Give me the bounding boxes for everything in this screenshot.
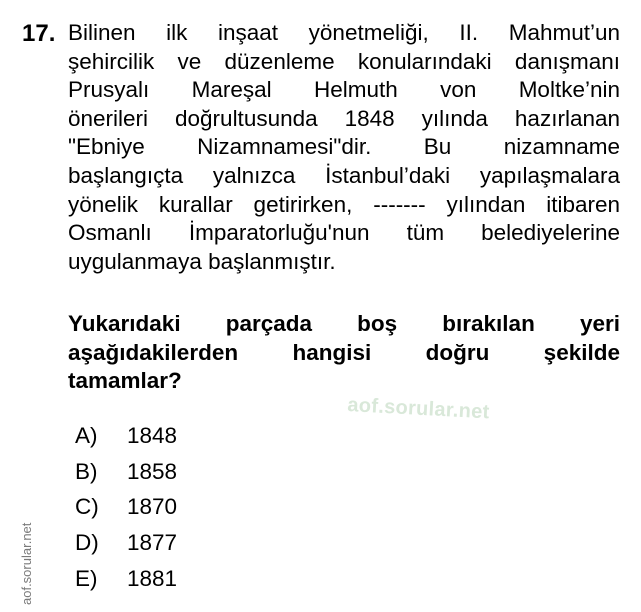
stem-line: uygulanmaya başlanmıştır.	[68, 248, 336, 274]
option-value: 1881	[127, 566, 178, 592]
option-value: 1870	[127, 494, 178, 520]
prompt-line: tamamlar?	[68, 368, 182, 394]
option-letter: B)	[75, 458, 98, 484]
option-letter: A)	[75, 422, 98, 448]
option-letter: C)	[75, 494, 99, 520]
stem-line: önerileri doğrultusunda 1848 yılında hazırlanan	[68, 105, 620, 131]
option-a[interactable]	[75, 418, 177, 454]
option-b[interactable]	[75, 454, 177, 490]
prompt-line: aşağıdakilerden hangisi doğru şekilde	[68, 339, 620, 365]
question-prompt	[68, 310, 620, 396]
option-value: 1877	[127, 530, 178, 556]
stem-line: başlangıçta yalnızca İstanbul’daki yapılaşmalara	[68, 162, 620, 188]
answer-options	[75, 418, 177, 597]
option-value: 1858	[127, 458, 178, 484]
option-c[interactable]	[75, 490, 177, 526]
option-letter: E)	[75, 566, 98, 592]
option-e[interactable]	[75, 561, 177, 597]
prompt-line: Yukarıdaki parçada boş bırakılan yeri	[68, 311, 620, 336]
watermark-text: aof.sorular.net	[346, 394, 491, 424]
stem-line: Osmanlı İmparatorluğu'nun tüm belediyelerine	[68, 220, 620, 246]
side-watermark-text: aof.sorular.net	[19, 522, 34, 605]
option-letter: D)	[75, 530, 99, 556]
question-stem	[68, 19, 620, 276]
question-number: 17.	[22, 20, 56, 47]
stem-line: "Ebniye Nizamnamesi"dir. Bu nizamname	[68, 134, 620, 160]
option-value: 1848	[127, 422, 178, 448]
stem-line: Bilinen ilk inşaat yönetmeliği, II. Mahmut’un	[68, 20, 620, 45]
stem-line: yönelik kurallar getirirken, ------- yılından itibaren	[68, 191, 620, 217]
stem-line: şehircilik ve düzenleme konularındaki danışmanı	[68, 48, 620, 74]
stem-line: Prusyalı Mareşal Helmuth von Moltke’nin	[68, 77, 620, 103]
option-d[interactable]	[75, 525, 177, 561]
